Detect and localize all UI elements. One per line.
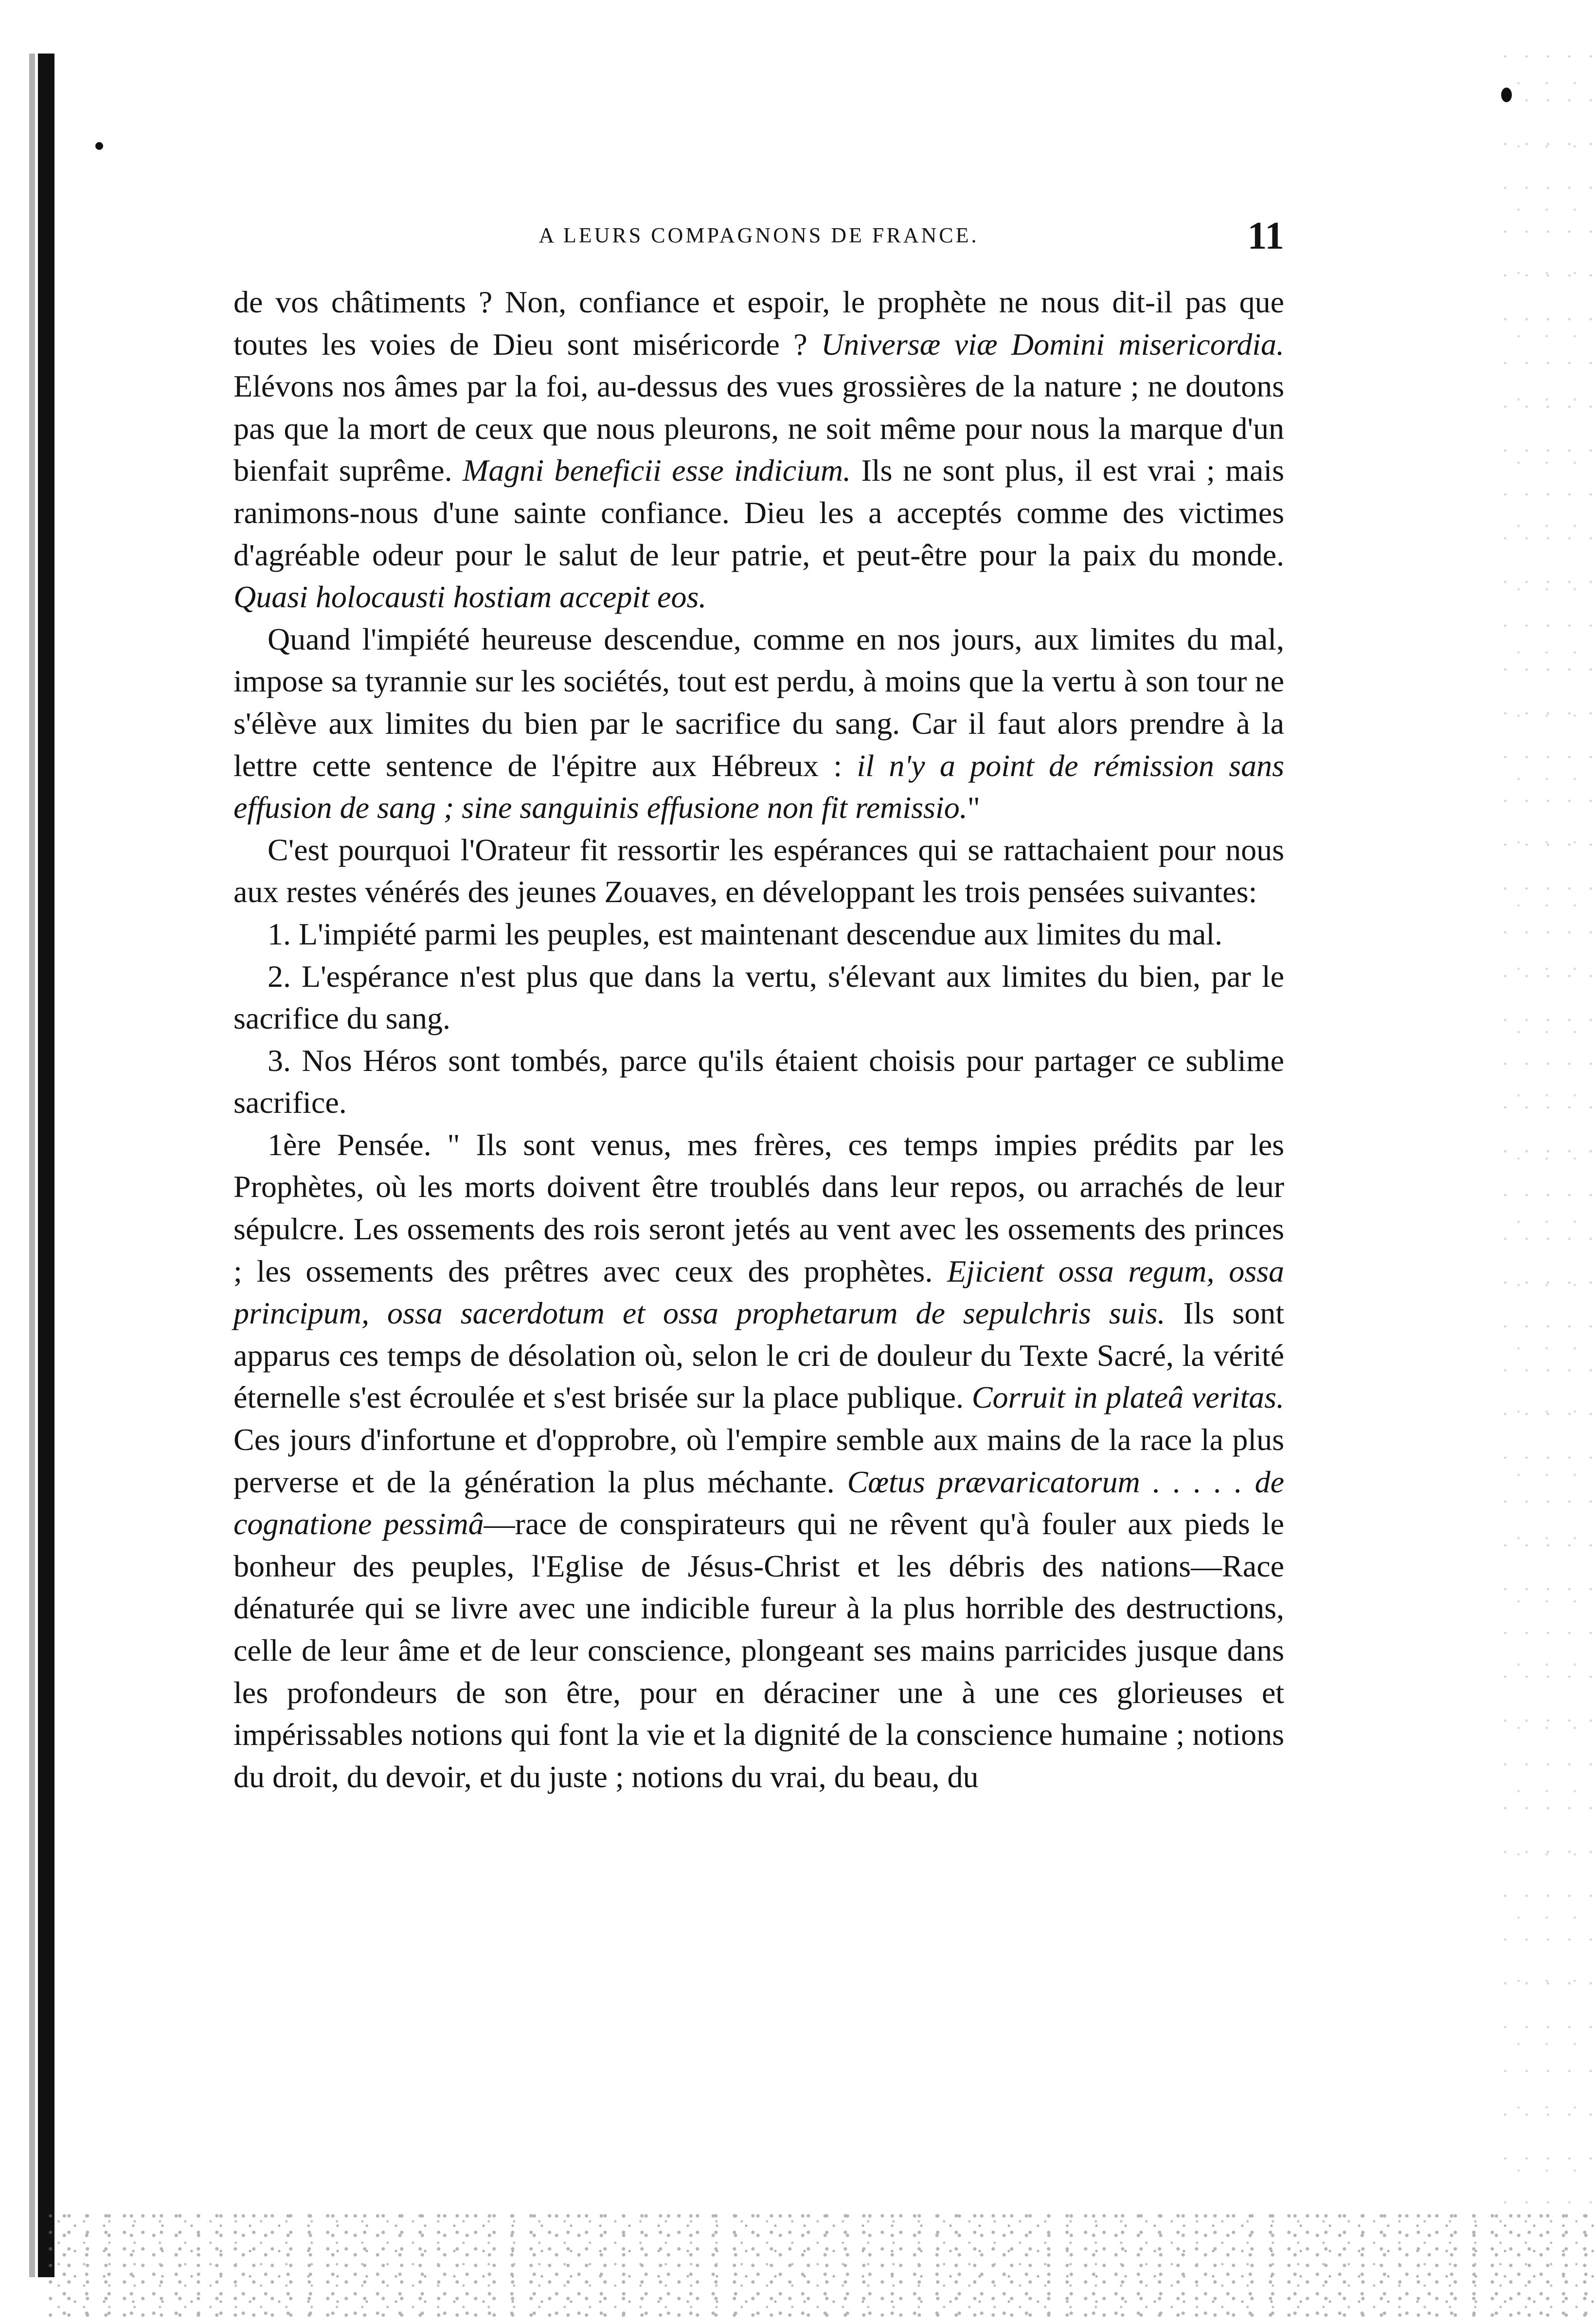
binding-shadow xyxy=(29,54,35,2277)
ink-spot xyxy=(1501,88,1512,102)
text-run: Ces jours d'infortune et d'opprobre, où l'empire semble aux mains de la race la plus perverse et de la génération la plus méchante. xyxy=(233,1422,1284,1499)
paragraph-impiete xyxy=(233,618,1284,829)
list-item: 2. L'espérance n'est plus que dans la vertu, s'élevant aux limites du bien, par le sacrifice du sang. xyxy=(233,959,1284,1036)
text-run: Quand l'impiété heureuse descendue, comme en nos jours, aux limites du mal, impose sa tyrannie sur les sociétés, tout est perdu, à moins que la vertu à son tour ne s'élève aux limites du bien par le sacrifice du sang. Car il faut alors prendre à la lettre cette sentence de l'épitre aux Hébreux : xyxy=(233,621,1284,783)
page-body xyxy=(233,281,1284,2218)
running-title: A LEURS COMPAGNONS DE FRANCE. xyxy=(538,223,979,247)
text-run: Elévons nos âmes par la foi, au-dessus des vues grossières de la nature ; ne doutons pas que la mort de ceux que nous pleurons, ne soit même pour nous la marque d'un bienfait suprême. xyxy=(233,369,1284,488)
latin-quote: Universæ viæ Domini misericordia. xyxy=(821,326,1285,362)
list-item: 3. Nos Héros sont tombés, parce qu'ils étaient choisis pour partager ce sublime sacrifice. xyxy=(233,1043,1284,1120)
text-run: 1ère Pensée. " Ils sont venus, mes frères, ces temps impies prédits par les Prophètes, où les morts doivent être troublés dans leur repos, ou arrachés de leur sépulcre. Les ossements des rois seront jetés au vent avec les ossements des princes ; les ossements des prêtres avec ceux des prophètes. xyxy=(233,1127,1284,1288)
text-run: —race de conspirateurs qui ne rêvent qu'à fouler aux pieds le bonheur des peuples, l'Eglise de Jésus-Christ et les débris des nations—Race dénaturée qui se livre avec une indicible fureur à la plus horrible des destructions, celle de leur âme et de leur conscience, plongeant ses mains parricides jusque dans les profondeurs de son être, pour en déraciner une à une ces glorieuses et impérissables notions qui font la vie et la dignité de la conscience humaine ; notions du droit, du devoir, et du juste ; notions du vrai, du beau, du xyxy=(233,1506,1285,1794)
text-run: Ils sont apparus ces temps de désolation où, selon le cri de douleur du Texte Sacré, la vérité éternelle s'est écroulée et s'est brisée sur la place publique. xyxy=(233,1296,1284,1415)
ink-spot xyxy=(95,142,103,150)
paragraph-continuation xyxy=(233,281,1284,618)
paper-speckle-right xyxy=(1499,39,1596,2229)
list-item: 1. L'impiété parmi les peuples, est maintenant descendue aux limites du mal. xyxy=(268,916,1222,951)
page-number: 11 xyxy=(1247,215,1284,257)
text-run: de vos châtiments ? Non, confiance et espoir, le prophète ne nous dit-il pas que toutes les voies de Dieu sont miséricorde ? xyxy=(233,285,1284,362)
book-spine-edge xyxy=(38,54,54,2277)
paper-speckle-bottom xyxy=(49,2204,1596,2321)
paragraph-premiere-pensee xyxy=(233,1124,1284,1798)
page-header xyxy=(233,214,1284,263)
latin-quote: Ejicient ossa regum, ossa principum, ossa sacerdotum et ossa prophetarum de sepulchris suis. xyxy=(233,1253,1284,1331)
text-run: Ils ne sont plus, il est vrai ; mais ranimons-nous d'une sainte confiance. Dieu les a acceptés comme des victimes d'agréable odeur pour le salut de leur patrie, et peut-être pour la paix du monde. xyxy=(233,453,1285,572)
latin-quote: Corruit in plateâ veritas. xyxy=(971,1380,1285,1415)
latin-quote: Quasi holocausti hostiam accepit eos. xyxy=(233,580,707,615)
latin-quote: Cœtus prævaricatorum . . . . . de cognatione pessimâ xyxy=(233,1464,1285,1541)
text-run: " xyxy=(967,790,980,825)
latin-quote: il n'y a point de rémission sans effusion de sang ; sine sanguinis effusione non fit remissio. xyxy=(233,748,1285,825)
paragraph-orateur: C'est pourquoi l'Orateur fit ressortir les espérances qui se rattachaient pour nous aux restes vénérés des jeunes Zouaves, en développant les trois pensées suivantes: xyxy=(233,832,1284,909)
latin-quote: Magni beneficii esse indicium. xyxy=(463,453,851,488)
